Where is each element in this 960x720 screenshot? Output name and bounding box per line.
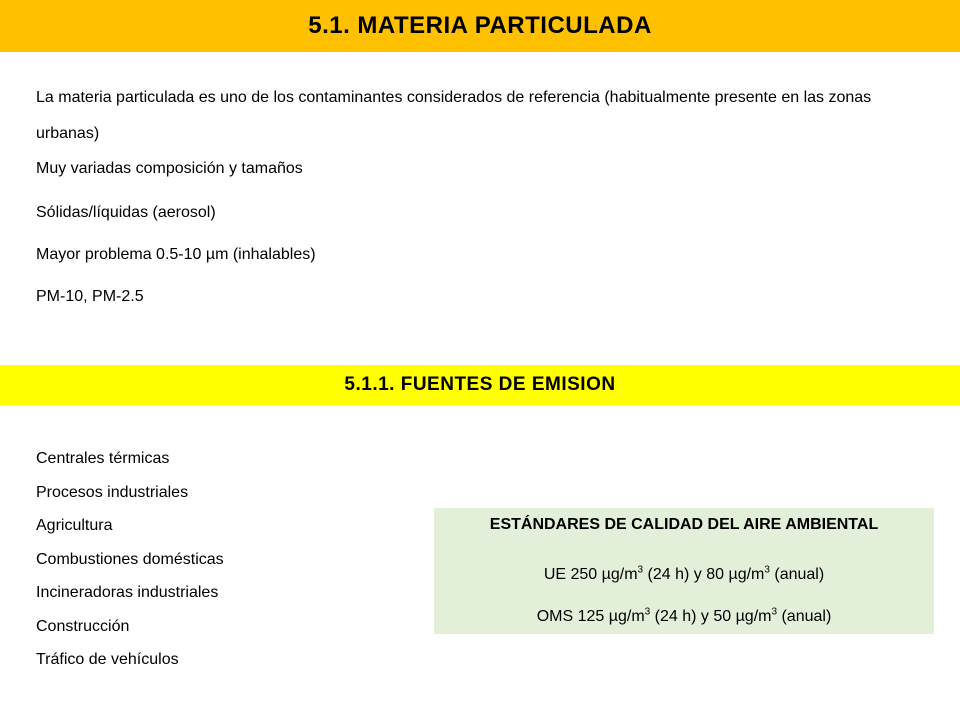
oms-exp-2: 3	[771, 606, 778, 618]
intro-paragraph: La materia particulada es uno de los contaminantes considerados de referencia (habitualmente presente en las zonas urbanas)	[36, 89, 872, 142]
list-item: Centrales térmicas	[36, 450, 170, 467]
oms-text-2: (24 h) y 50 µg/m	[650, 608, 772, 625]
ue-exp-1: 3	[637, 564, 644, 576]
emission-sources-list	[36, 446, 224, 681]
intro-bullet: Mayor problema 0.5-10 µm (inhalables)	[36, 246, 316, 263]
air-quality-standards-box	[434, 508, 934, 634]
title-banner	[0, 0, 960, 52]
standards-title: ESTÁNDARES DE CALIDAD DEL AIRE AMBIENTAL	[489, 516, 879, 533]
oms-text-3: (anual)	[777, 608, 832, 625]
intro-bullet: Sólidas/líquidas (aerosol)	[36, 204, 216, 221]
ue-exp-2: 3	[764, 564, 770, 576]
list-item: Construcción	[36, 617, 130, 635]
intro-bullet: PM-10, PM-2.5	[36, 288, 144, 305]
list-item: Tráfico de vehículos	[36, 651, 179, 668]
ue-text-2: (24 h) y 80 µg/m	[643, 566, 765, 583]
oms-exp-1: 3	[644, 606, 651, 618]
subsection-title: 5.1.1. FUENTES DE EMISION	[344, 374, 616, 395]
oms-text-1: OMS 125 µg/m	[536, 608, 645, 625]
intro-section	[36, 80, 936, 305]
ue-text-1: UE 250 µg/m	[543, 566, 638, 583]
ue-text-3: (anual)	[769, 566, 825, 583]
oms-standard	[434, 608, 934, 626]
subsection-banner	[0, 365, 960, 405]
list-item: Agricultura	[36, 517, 113, 534]
list-item: Incineradoras industriales	[36, 584, 219, 601]
page-title: 5.1. MATERIA PARTICULADA	[308, 12, 652, 39]
list-item: Combustiones domésticas	[36, 550, 224, 568]
intro-bullet: Muy variadas composición y tamaños	[36, 160, 303, 177]
ue-standard	[434, 566, 934, 584]
list-item: Procesos industriales	[36, 483, 189, 501]
